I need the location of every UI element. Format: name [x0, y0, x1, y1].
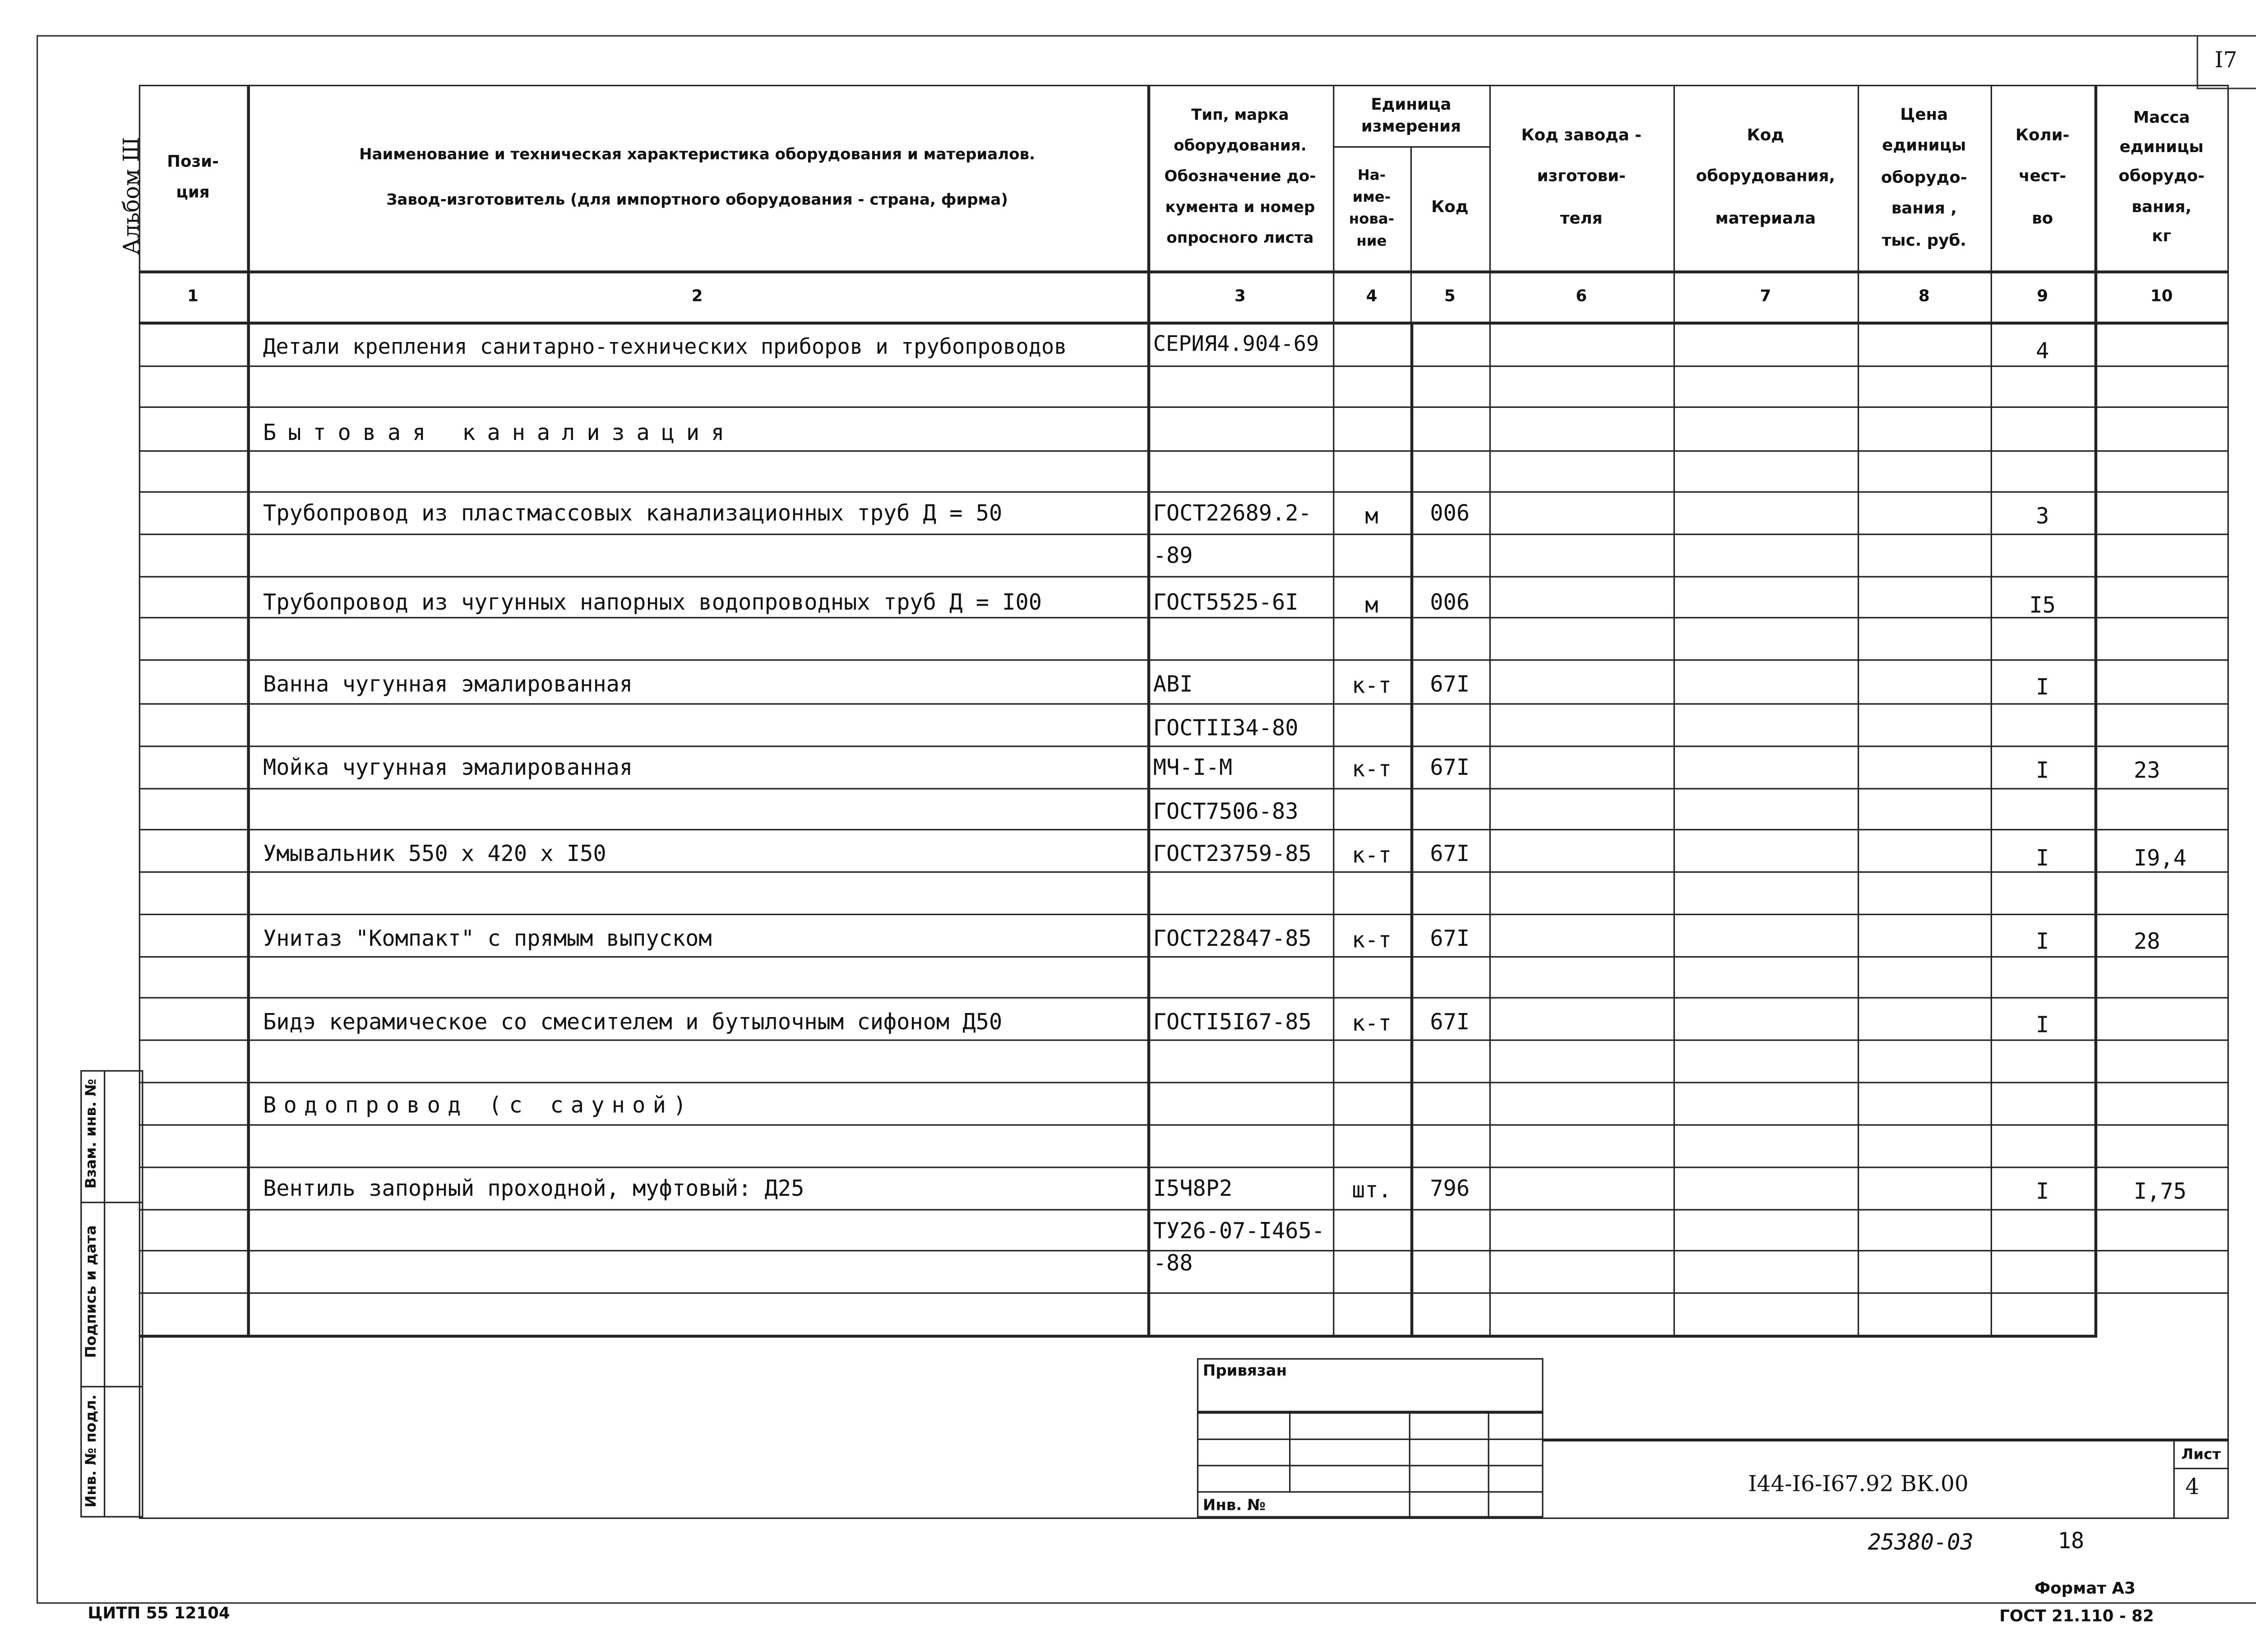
column-number: 9 [2037, 287, 2048, 306]
column-number: 8 [1919, 287, 1930, 306]
header-type-doc: Тип, марка оборудования. Обозначение до- кумента и номер опросного листа [1164, 106, 1316, 247]
row-7-mass: I9,4 [2134, 845, 2187, 871]
row-6-doc: МЧ-I-М [1153, 754, 1233, 781]
row-3-name: Трубопровод из пластмассовых канализационных труб Д = 50 [263, 500, 1003, 527]
row-11-doc-cont: ТУ26-07-I465- [1153, 1217, 1325, 1245]
header-mass: Масса единицы оборудо- вания, кг [2118, 107, 2205, 246]
row-5-qty: I [2036, 674, 2049, 700]
row-6-name: Мойка чугунная эмалированная [263, 754, 633, 781]
row-8-code: 67I [1430, 925, 1470, 952]
header-factory-code: Код завода - изготови- теля [1521, 125, 1642, 228]
row-4-name: Трубопровод из чугунных напорных водопроводных труб Д = I00 [263, 589, 1042, 615]
header-unit-name: На- име- нова- ние [1349, 167, 1395, 250]
archive-page: 18 [2057, 1527, 2085, 1554]
gost-label: ГОСТ 21.110 - 82 [1999, 1606, 2154, 1626]
column-number: 1 [187, 287, 199, 306]
header-unit-code: Код [1431, 197, 1469, 217]
row-9-doc: ГОСТI5I67-85 [1153, 1009, 1312, 1035]
column-number: 2 [691, 287, 703, 306]
row-5-doc-cont: ГОСТII34-80 [1153, 715, 1299, 741]
privyazan-label: Привязан [1202, 1362, 1287, 1380]
sheet-number: 4 [2185, 1473, 2200, 1500]
header-quantity: Коли- чест- во [2016, 125, 2070, 228]
row-11-name: Вентиль запорный проходной, муфтовый: Д25 [263, 1175, 804, 1202]
corner-sheet-number: I7 [2214, 46, 2238, 73]
row-3-qty: 3 [2036, 503, 2049, 529]
row-9-qty: I [2036, 1011, 2049, 1038]
row-3-code: 006 [1430, 500, 1470, 527]
original-inv-no-label: Инв. № подл. [84, 1394, 100, 1508]
row-8-unit: к-т [1352, 927, 1392, 953]
row-11-qty: I [2036, 1178, 2049, 1205]
row-11-doc-cont2: -88 [1153, 1250, 1193, 1277]
header-name: Наименование и техническая характеристика оборудования и материалов. Завод-изготовитель (для импортного оборудования - страна, фирма) [359, 146, 1036, 208]
header-position: Пози- ция [167, 151, 219, 201]
privyazan-stamp [1197, 1358, 1544, 1518]
row-8-qty: I [2036, 928, 2049, 955]
row-4-unit: м [1365, 592, 1378, 619]
row-5-name: Ванна чугунная эмалированная [263, 671, 633, 698]
row-3-doc-cont: -89 [1153, 542, 1193, 569]
row-7-code: 67I [1430, 840, 1470, 867]
row-3-doc: ГОСТ22689.2- [1153, 500, 1312, 527]
row-9-name: Бидэ керамическое со смесителем и бутылочным сифоном Д50 [263, 1009, 1003, 1035]
row-1-doc: СЕРИЯ4.904-69 [1153, 333, 1319, 357]
row-5-unit: к-т [1352, 672, 1392, 699]
header-price: Цена единицы оборудо- вания , тыс. руб. [1881, 105, 1967, 250]
row-7-name: Умывальник 550 х 420 х I50 [263, 840, 606, 867]
row-5-code: 67I [1430, 671, 1470, 698]
row-6-doc-cont: ГОСТ7506-83 [1153, 798, 1299, 825]
archive-number: 25380-03 [1868, 1529, 1974, 1556]
row-7-qty: I [2036, 845, 2049, 871]
signature-date-label: Подпись и дата [84, 1225, 100, 1358]
row-9-unit: к-т [1352, 1010, 1392, 1037]
row-11-doc: I5Ч8Р2 [1153, 1175, 1233, 1202]
row-5-doc: АВI [1153, 671, 1193, 698]
row-8-mass: 28 [2134, 928, 2160, 955]
column-number: 6 [1576, 287, 1587, 306]
column-number: 3 [1234, 287, 1246, 306]
row-6-code: 67I [1430, 754, 1470, 781]
row-6-qty: I [2036, 757, 2049, 784]
column-number: 10 [2150, 287, 2173, 306]
row-4-qty: I5 [2029, 592, 2056, 619]
row-9-code: 67I [1430, 1009, 1470, 1035]
row-11-unit: шт. [1352, 1177, 1392, 1203]
column-number: 7 [1760, 287, 1771, 306]
column-number: 5 [1444, 287, 1456, 306]
sheet-label: Лист [2181, 1447, 2221, 1464]
row-11-code: 796 [1430, 1175, 1470, 1202]
row-7-unit: к-т [1352, 842, 1392, 869]
row-11-mass: I,75 [2134, 1178, 2187, 1205]
row-4-doc: ГОСТ5525-6I [1153, 589, 1299, 615]
header-equipment-code: Код оборудования, материала [1696, 125, 1835, 228]
ctp-label: ЦИТП 55 12104 [88, 1604, 230, 1623]
row-6-mass: 23 [2134, 757, 2160, 784]
column-number: 4 [1366, 287, 1378, 306]
section-heading-water-supply: Водопровод (с сауной) [263, 1092, 694, 1119]
album-label: Альбом Ш [118, 137, 145, 255]
row-3-unit: м [1365, 503, 1378, 529]
document-designation: I44-I6-I67.92 ВК.00 [1748, 1471, 1969, 1497]
replace-inv-no-label: Взам. инв. № [84, 1078, 100, 1189]
row-1-name: Детали крепления санитарно-технических приборов и трубопроводов [263, 336, 1067, 360]
row-6-unit: к-т [1352, 755, 1392, 782]
section-heading-sewerage: Бытовая канализация [263, 419, 736, 446]
row-4-code: 006 [1430, 589, 1470, 615]
row-8-name: Унитаз "Компакт" с прямым выпуском [263, 925, 712, 952]
inv-no-label: Инв. № [1202, 1497, 1266, 1515]
row-8-doc: ГОСТ22847-85 [1153, 925, 1312, 952]
format-label: Формат А3 [2034, 1578, 2136, 1598]
row-7-doc: ГОСТ23759-85 [1153, 840, 1312, 867]
row-1-qty: 4 [2036, 338, 2049, 364]
header-unit: Единица измерения [1361, 95, 1461, 136]
